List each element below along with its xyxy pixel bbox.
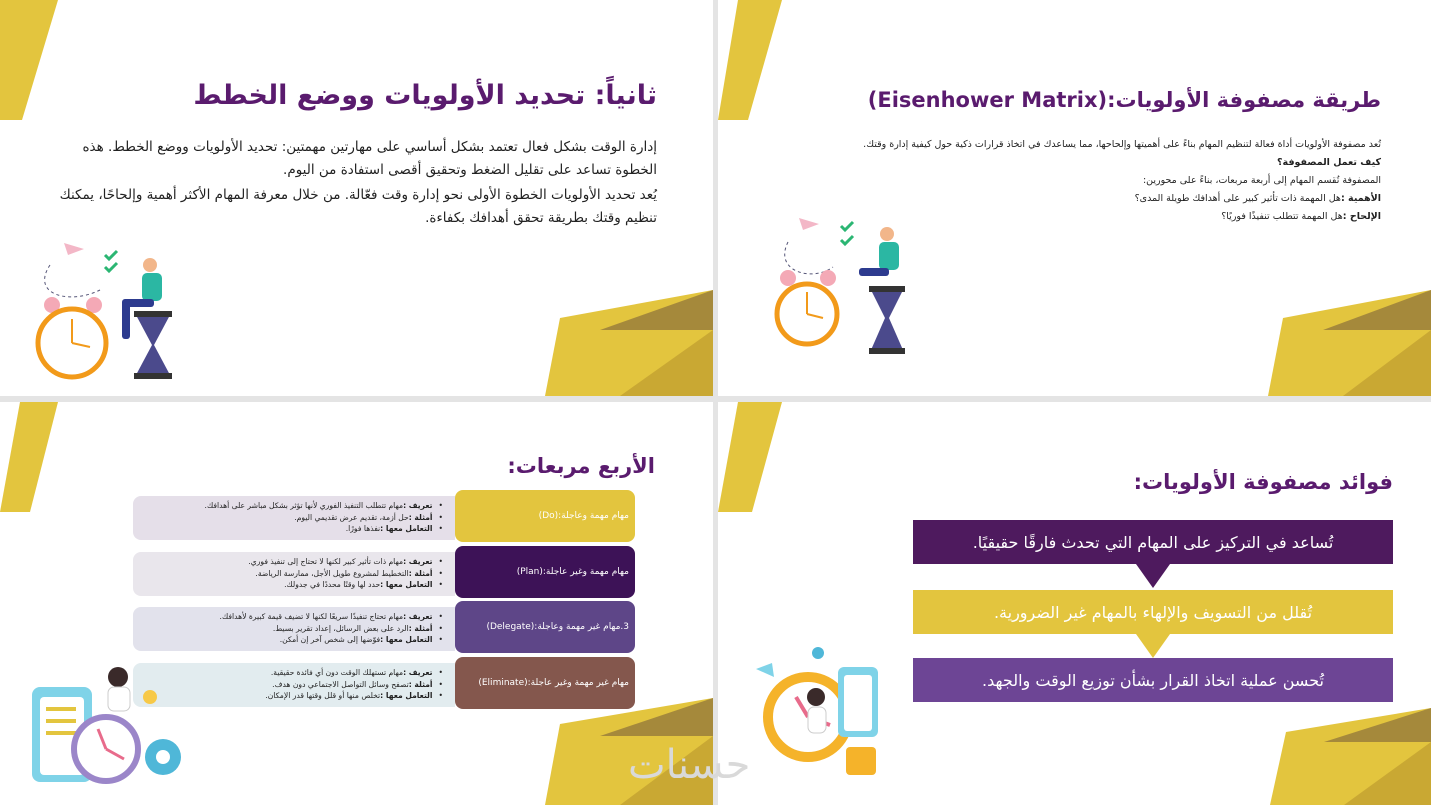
- examples-label: أمثلة :: [408, 568, 433, 578]
- handling-text: حدد لها وقتًا محددًا في جدولك.: [284, 580, 381, 589]
- urgency-text: هل المهمة تتطلب تنفيذًا فوريًا؟: [1221, 211, 1343, 222]
- quadrant-plan-description: [133, 552, 455, 596]
- slide-title: فوائد مصفوفة الأولويات:: [1133, 470, 1393, 494]
- down-arrow-icon: [1136, 634, 1170, 658]
- examples-line: [141, 623, 443, 635]
- clock-checklist-illustration: [746, 647, 896, 787]
- importance-text: هل المهمة ذات تأثير كبير على أهدافك طويلة المدى؟: [1134, 193, 1341, 204]
- quadrant-eliminate-label: مهام غير مهمة وغير عاجلة:(Eliminate): [455, 657, 635, 709]
- how-text: المصفوفة تُقسم المهام إلى أربعة مربعات، بناءً على محورين:: [1142, 175, 1381, 186]
- benefit-procrastination: تُقلل من التسويف والإلهاء بالمهام غير الضرورية.: [913, 590, 1393, 634]
- slide-title: طريقة مصفوفة الأولويات:(Eisenhower Matrix): [867, 88, 1381, 112]
- handling-label: التعامل معها :: [380, 524, 433, 533]
- examples-text: التخطيط لمشروع طويل الأجل، ممارسة الرياضة.: [255, 568, 409, 578]
- intro-text: تُعد مصفوفة الأولويات أداة فعالة لتنظيم المهام بناءً على أهميتها وإلحاحها، مما يساعدك في اتخاذ قرارات ذكية حول كيفية إدارة وقتك.: [863, 139, 1381, 150]
- handling-label: التعامل معها :: [380, 635, 433, 644]
- slide-eisenhower-matrix: [718, 0, 1431, 396]
- definition-label: تعريف :: [403, 557, 433, 566]
- handling-text: فوّضها إلى شخص آخر إن أمكن.: [279, 635, 381, 644]
- paragraph: يُعد تحديد الأولويات الخطوة الأولى نحو إدارة وقت فعّالة. من خلال معرفة المهام الأكثر أهمية وإلحاحًا، يمكنك تنظيم وقتك بطريقة تحقق أهدافك بكفاءة.: [59, 187, 657, 226]
- definition-line: [141, 611, 443, 623]
- paragraph: إدارة الوقت بشكل فعال تعتمد بشكل أساسي على مهارتين مهمتين: تحديد الأولويات ووضع الخطط. هذه الخطوة تساعد على تقليل الضغط وتحقيق أقصى استفادة من اليوم.: [82, 139, 657, 178]
- definition-line: [141, 500, 443, 512]
- urgency-label: الإلحاح :: [1342, 211, 1381, 222]
- slide-matrix-benefits: [628, 402, 1431, 805]
- importance-label: الأهمية :: [1340, 193, 1381, 204]
- benefit-decision: تُحسن عملية اتخاذ القرار بشأن توزيع الوقت والجهد.: [913, 658, 1393, 702]
- handling-label: التعامل معها :: [380, 580, 433, 589]
- body-text: [47, 136, 657, 232]
- clock-hourglass-illustration: [30, 235, 200, 385]
- handling-line: [141, 523, 443, 535]
- down-arrow-icon: [1136, 564, 1170, 588]
- definition-line: [141, 556, 443, 568]
- quadrant-delegate-description: [133, 607, 455, 651]
- slide-title: الأربع مربعات:: [507, 454, 655, 478]
- handling-text: نفذها فورًا.: [345, 524, 381, 533]
- definition-text: مهام تحتاج تنفيذًا سريعًا لكنها لا تضيف قيمة كبيرة لأهدافك.: [219, 612, 404, 621]
- definition-label: تعريف :: [403, 668, 433, 677]
- examples-text: حل أزمة، تقديم عرض تقديمي اليوم.: [294, 512, 409, 522]
- benefit-focus: تُساعد في التركيز على المهام التي تحدث فارقًا حقيقيًا.: [913, 520, 1393, 564]
- handling-line: [141, 579, 443, 591]
- definition-text: مهام تتطلب التنفيذ الفوري لأنها تؤثر بشكل مباشر على أهدافك.: [204, 501, 404, 510]
- clock-hourglass-illustration: [773, 212, 918, 362]
- examples-label: أمثلة :: [408, 679, 433, 689]
- body-text: [851, 136, 1381, 226]
- slide-four-quadrants: [0, 402, 713, 805]
- examples-text: الرد على بعض الرسائل، إعداد تقرير بسيط.: [272, 623, 409, 633]
- definition-label: تعريف :: [403, 612, 433, 621]
- examples-line: [141, 568, 443, 580]
- how-heading: كيف تعمل المصفوفة؟: [1277, 157, 1381, 168]
- slide-title: ثانياً: تحديد الأولويات ووضع الخطط: [193, 80, 657, 111]
- watermark-logo: حسنات: [628, 742, 751, 788]
- quadrant-plan-label: مهام مهمة وغير عاجلة:(Plan): [455, 546, 635, 598]
- handling-label: التعامل معها :: [380, 691, 433, 700]
- examples-text: تصفح وسائل التواصل الاجتماعي دون هدف.: [272, 679, 409, 689]
- quadrant-do-description: [133, 496, 455, 540]
- handling-text: تخلص منها أو قلل وقتها قدر الإمكان.: [265, 691, 381, 700]
- urgency-line: [851, 208, 1381, 226]
- examples-line: [141, 512, 443, 524]
- checklist-clock-illustration: [28, 657, 193, 797]
- importance-line: [851, 190, 1381, 208]
- examples-label: أمثلة :: [408, 623, 433, 633]
- definition-label: تعريف :: [403, 501, 433, 510]
- definition-text: مهام ذات تأثير كبير لكنها لا تحتاج إلى تنفيذ فوري.: [248, 557, 404, 566]
- slide-prioritization: [0, 0, 713, 396]
- definition-text: مهام تستهلك الوقت دون أي فائدة حقيقية.: [270, 668, 404, 677]
- quadrant-delegate-label: 3.مهام غير مهمة وعاجلة:(Delegate): [455, 601, 635, 653]
- quadrant-do-label: مهام مهمة وعاجلة:(Do): [455, 490, 635, 542]
- examples-label: أمثلة :: [408, 512, 433, 522]
- handling-line: [141, 634, 443, 646]
